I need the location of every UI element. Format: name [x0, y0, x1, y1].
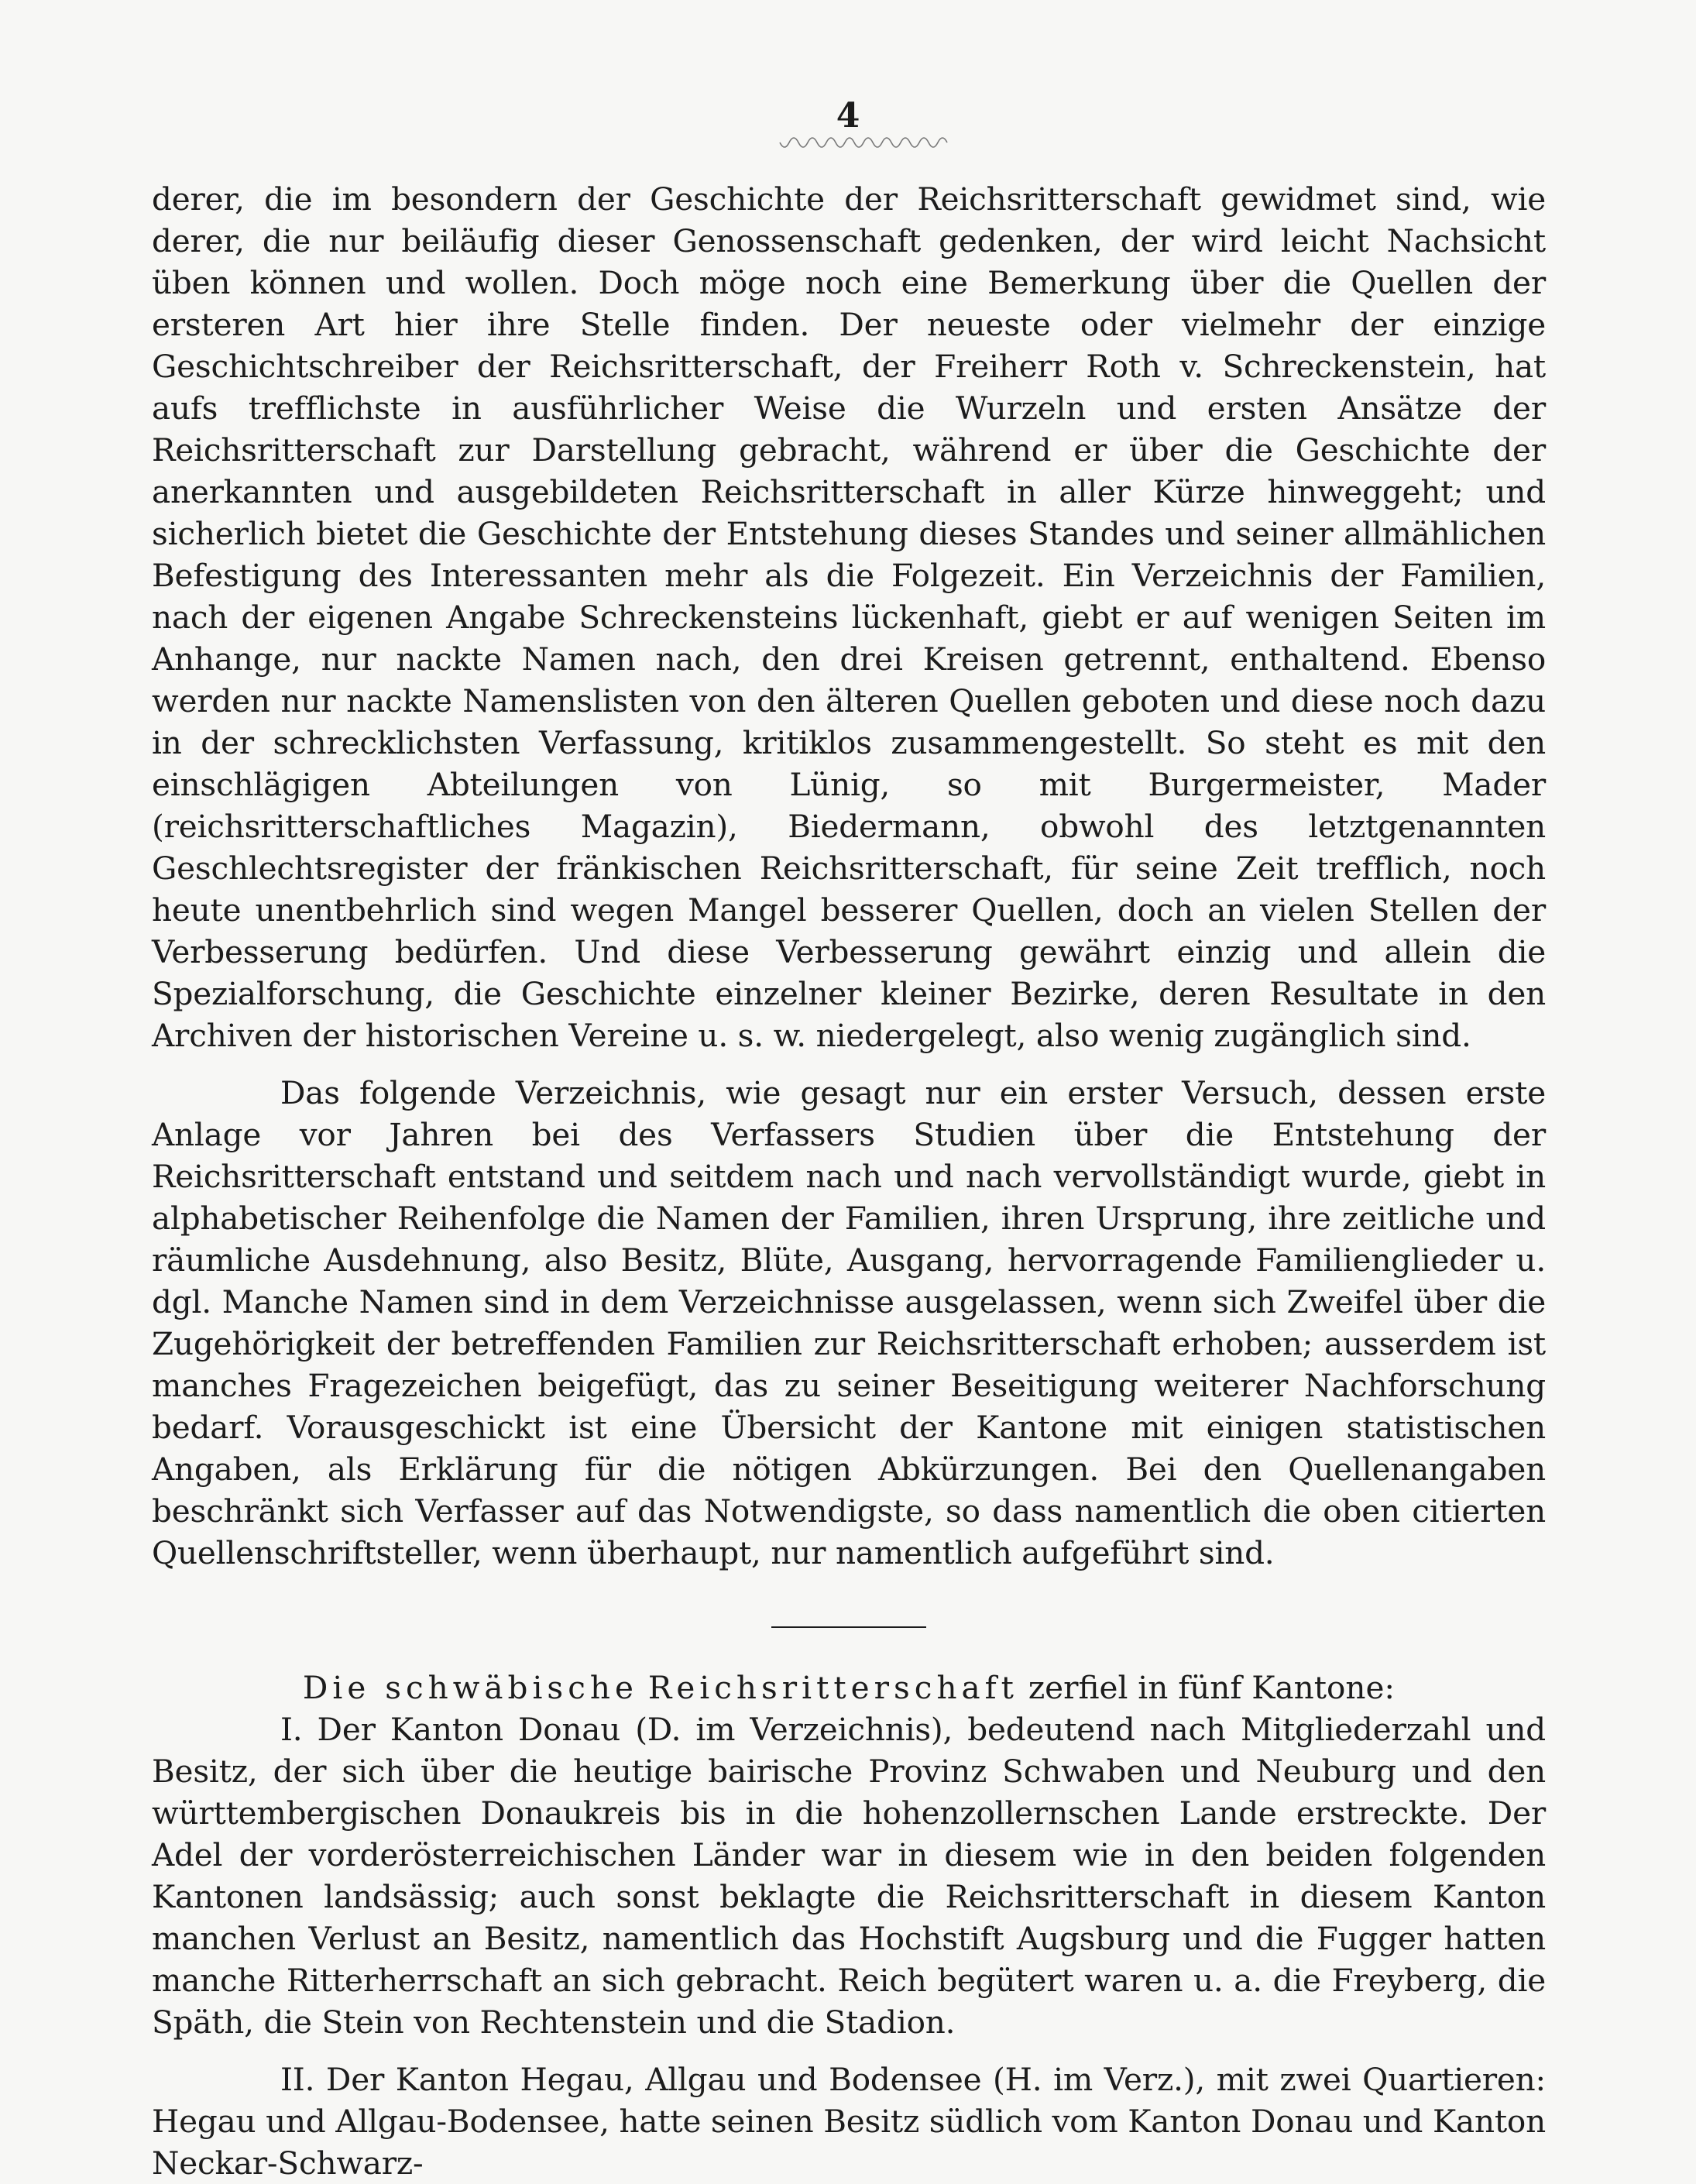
section-heading: [152, 1667, 1546, 1708]
heading-spaced-part-2: Reichsritterschaft: [647, 1669, 1018, 1706]
body-text: [152, 178, 1546, 2184]
section-divider: [771, 1626, 926, 1628]
wavy-ornament: [778, 136, 949, 155]
paragraph-sources: derer, die im besondern der Geschichte der Reichsritterschaft gewidmet sind, wie derer, die nur beiläufig dieser Genossenschaft gedenken, der wird leicht Nachsicht üben können und wollen. Doch möge noch eine Bemerkung über die Quellen der ersteren Art hier ihre Stelle finden. Der neueste oder vielmehr der einzige Geschichtschreiber der Reichsritterschaft, der Freiherr Roth v. Schreckenstein, hat aufs trefflichste in ausführlicher Weise die Wurzeln und ersten Ansätze der Reichsritterschaft zur Darstellung gebracht, während er über die Geschichte der anerkannten und ausgebildeten Reichsritterschaft in aller Kürze hinweggeht; und sicherlich bietet die Geschichte der Entstehung dieses Standes und seiner allmählichen Befestigung des Interessanten mehr als die Folgezeit. Ein Verzeichnis der Familien, nach der eigenen Angabe Schreckensteins lückenhaft, giebt er auf wenigen Seiten im Anhange, nur nackte Namen nach, den drei Kreisen getrennt, enthaltend. Ebenso werden nur nackte Namenslisten von den älteren Quellen geboten und diese noch dazu in der schrecklichsten Verfassung, kritiklos zusammengestellt. So steht es mit den einschlägigen Abteilungen von Lünig, so mit Burgermeister, Mader (reichsritterschaftliches Magazin), Biedermann, obwohl des letztgenannten Geschlechtsregister der fränkischen Reichsritterschaft, für seine Zeit trefflich, noch heute unentbehrlich sind wegen Mangel besserer Quellen, doch an vielen Stellen der Verbesserung bedürfen. Und diese Verbesserung gewährt einzig und allein die Spezialforschung, die Geschichte einzelner kleiner Bezirke, deren Resultate in den Archiven der historischen Vereine u. s. w. niedergelegt, also wenig zugänglich sind.: [152, 180, 1546, 1054]
page-number: 4: [836, 96, 860, 136]
kanton-hegau: II. Der Kanton Hegau, Allgau und Bodensee (H. im Verz.), mit zwei Quartieren: Hegau und Allgau-Bodensee, hatte seinen Besitz südlich vom Kanton Donau und Kanton Neckar-Schwarz-: [152, 2061, 1546, 2182]
heading-spaced-part-1: Die schwäbische: [302, 1669, 638, 1706]
paragraph-directory: Das folgende Verzeichnis, wie gesagt nur ein erster Versuch, dessen erste Anlage vor Jahren bei des Verfassers Studien über die Entstehung der Reichsritterschaft entstand und seitdem nach und nach vervollständigt wurde, giebt in alphabetischer Reihenfolge die Namen der Familien, ihren Ursprung, ihre zeitliche und räumliche Ausdehnung, also Besitz, Blüte, Ausgang, hervorragende Familienglieder u. dgl. Manche Namen sind in dem Verzeichnisse ausgelassen, wenn sich Zweifel über die Zugehörigkeit der betreffenden Familien zur Reichsritterschaft erhoben; ausserdem ist manches Fragezeichen beigefügt, das zu seiner Beseitigung weiterer Nachforschung bedarf. Vorausgeschickt ist eine Übersicht der Kantone mit einigen statistischen Angaben, als Erklärung für die nötigen Abkürzungen. Bei den Quellenangaben beschränkt sich Verfasser auf das Notwendigste, so dass namentlich die oben citierten Quellenschriftsteller, wenn überhaupt, nur namentlich aufgeführt sind.: [152, 1074, 1546, 1571]
kanton-donau: I. Der Kanton Donau (D. im Verzeichnis), bedeutend nach Mitgliederzahl und Besitz, der sich über die heutige bairische Provinz Schwaben und Neuburg und den württembergischen Donaukreis bis in die hohenzollernschen Lande erstreckte. Der Adel der vorderösterreichischen Länder war in diesem wie in den beiden folgenden Kantonen landsässig; auch sonst beklagte die Reichsritterschaft in diesem Kanton manchen Verlust an Besitz, namentlich das Hochstift Augsburg und die Fugger hatten manche Ritterherrschaft an sich gebracht. Reich begütert waren u. a. die Freyberg, die Späth, die Stein von Rechtenstein und die Stadion.: [152, 1711, 1546, 2041]
heading-rest: zerfiel in fünf Kantone:: [1028, 1669, 1396, 1706]
